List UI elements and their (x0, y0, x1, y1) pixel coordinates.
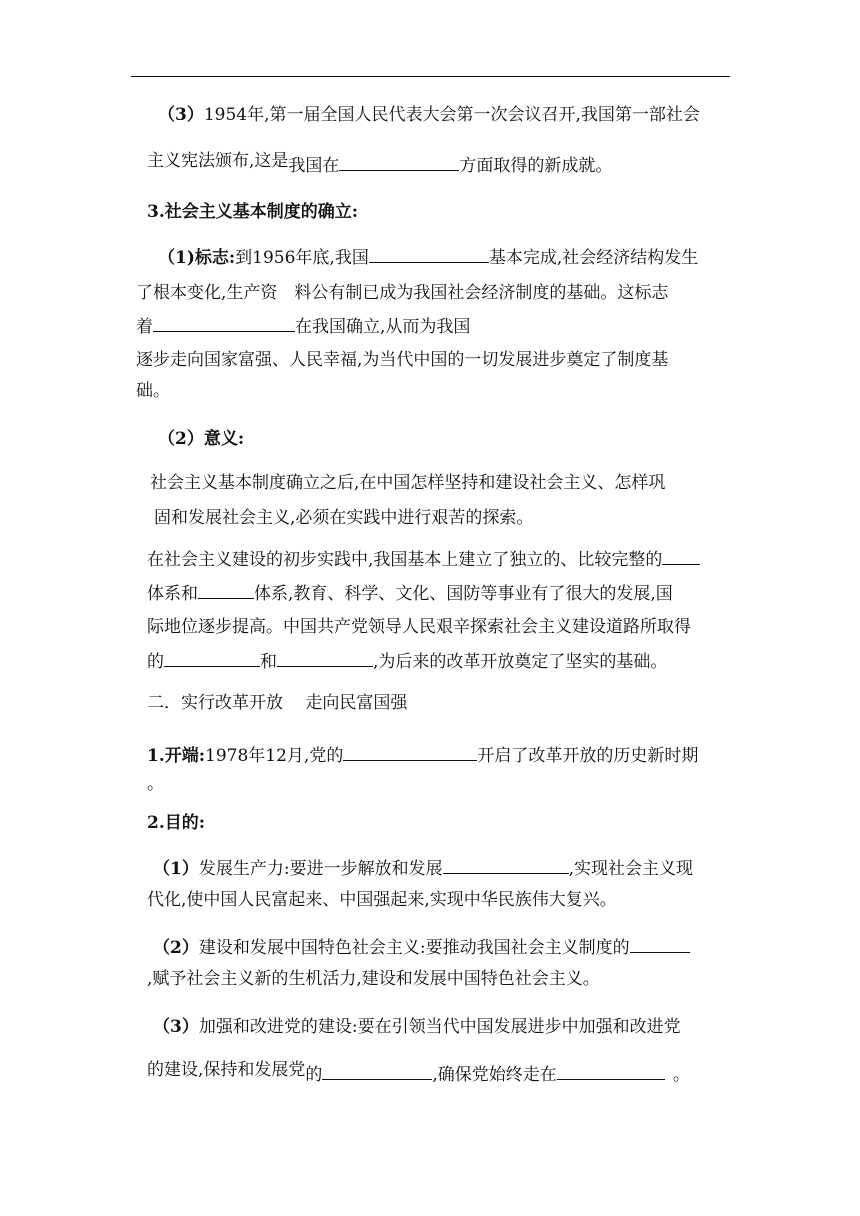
text: 主义宪法颁布,这是 (147, 151, 289, 171)
text: 加强和改进党的建设:要在引领当代中国发展进步中加强和改进党 (198, 1017, 681, 1037)
para-explore-line-1 (147, 548, 700, 571)
text: 方面取得的新成就。 (459, 156, 613, 176)
text: ,为后来的改革开放奠定了坚实的基础。 (373, 652, 668, 672)
item-label-meaning: （2）意义: (158, 429, 245, 449)
fill-blank[interactable] (339, 154, 459, 171)
text: 1954年,第一届全国人民代表大会第一次会议召开,我国第一部社会 (203, 105, 700, 125)
para-sign-line-5: 础。 (136, 381, 170, 401)
item-label: （3） (153, 1017, 199, 1037)
text: 的 (147, 652, 164, 672)
para-explore-line-2 (147, 582, 673, 605)
para-1954-line-1 (158, 104, 700, 126)
para-goal-3-line-2 (147, 1058, 690, 1085)
para-explore-line-4 (147, 650, 667, 673)
para-start-line-2: 。 (147, 774, 164, 794)
fill-blank[interactable] (322, 1063, 432, 1080)
text: 基本完成,社会经济结构发生 (488, 248, 699, 268)
para-explore-line-3: 际地位逐步提高。中国共产党领导人民艰辛探索社会主义建设道路所取得 (147, 617, 691, 637)
para-meaning-line-1: 社会主义基本制度确立之后,在中国怎样坚持和建设社会主义、怎样巩 (150, 473, 666, 493)
para-goal-2-line-2: ,赋予社会主义新的生机活力,建设和发展中国特色社会主义。 (147, 969, 600, 989)
text: 的建设,保持和发展党 (147, 1060, 306, 1080)
section-heading-purpose: 2.目的: (147, 813, 206, 833)
fill-blank[interactable] (198, 582, 254, 599)
text: 建设和发展中国特色社会主义:要推动我国社会主义制度的 (198, 938, 630, 958)
section-heading-3: 3.社会主义基本制度的确立: (147, 202, 359, 222)
para-sign-line-4: 逐步走向国家富强、人民幸福,为当代中国的一切发展进步奠定了制度基 (136, 350, 669, 370)
text: ,确保党始终走在 (432, 1065, 557, 1085)
text: 在我国确立,从而为我国 (295, 317, 471, 337)
para-goal-1-line-1 (153, 857, 693, 880)
text: 发展生产力:要进一步解放和发展 (198, 859, 443, 879)
fill-blank[interactable] (153, 315, 295, 332)
text: 我国在 (288, 156, 340, 176)
header-rule (131, 76, 730, 77)
item-label: （2） (153, 938, 199, 958)
fill-blank[interactable] (343, 744, 477, 761)
item-label: 1.开端: (147, 746, 206, 766)
fill-blank[interactable] (277, 650, 373, 667)
fill-blank[interactable] (630, 936, 690, 953)
text: 的 (305, 1065, 323, 1085)
para-goal-2-line-1 (153, 936, 690, 959)
para-sign-line-1 (158, 246, 698, 269)
fill-blank[interactable] (557, 1063, 665, 1080)
fill-blank[interactable] (662, 548, 700, 565)
fill-blank[interactable] (443, 857, 569, 874)
para-sign-line-3 (136, 315, 470, 338)
para-sign-line-2: 了根本变化,生产资 料公有制已成为我国社会经济制度的基础。这标志 (136, 283, 669, 303)
fill-blank[interactable] (369, 246, 489, 263)
item-label: （1） (153, 859, 199, 879)
text: 在社会主义建设的初步实践中,我国基本上建立了独立的、比较完整的 (147, 550, 663, 570)
text: 到1956年底,我国 (235, 248, 369, 268)
text: 1978年12月,党的 (205, 746, 344, 766)
text: 体系,教育、科学、文化、国防等事业有了很大的发展,国 (254, 584, 673, 604)
text: ,实现社会主义现 (568, 859, 693, 879)
part-heading-2: 二．实行改革开放 走向民富国强 (147, 693, 408, 713)
text: 和 (260, 652, 277, 672)
para-start-line-1 (147, 744, 698, 767)
text: 开启了改革开放的历史新时期 (477, 746, 699, 766)
text: 。 (672, 1065, 690, 1085)
para-goal-1-line-2: 代化,使中国人民富起来、中国强起来,实现中华民族伟大复兴。 (147, 890, 617, 910)
para-1954-line-2 (147, 149, 613, 176)
para-goal-3-line-1 (153, 1016, 681, 1038)
item-label: （1)标志: (158, 248, 236, 268)
text: 体系和 (147, 584, 198, 604)
para-meaning-line-2: 固和发展社会主义,必须在实践中进行艰苦的探索。 (154, 508, 534, 528)
item-label: （3） (158, 105, 204, 125)
fill-blank[interactable] (164, 650, 260, 667)
text: 着 (136, 317, 153, 337)
